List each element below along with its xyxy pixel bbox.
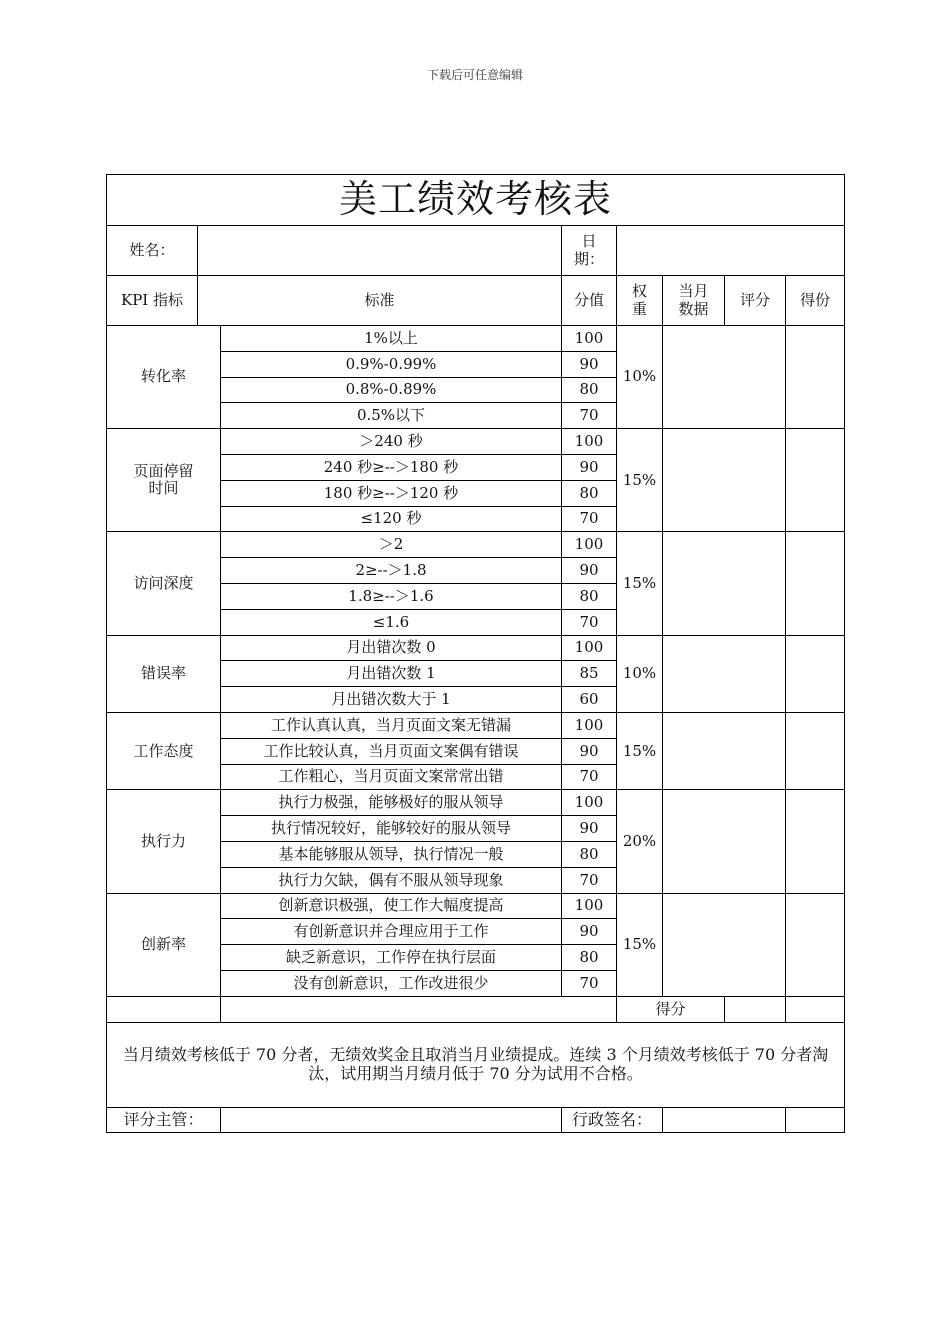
score-cell: 80	[562, 377, 617, 403]
score-cell: 70	[562, 403, 617, 429]
standard-cell: 工作粗心，当月页面文案常常出错	[221, 764, 562, 790]
score-cell: 90	[562, 919, 617, 945]
kpi-name: 页面停留 时间	[107, 429, 221, 532]
table-row	[107, 326, 845, 352]
col-header-weight: 权 重	[617, 276, 663, 326]
standard-cell: 执行力欠缺，偶有不服从领导现象	[221, 867, 562, 893]
standard-cell: 240 秒≥--＞180 秒	[221, 454, 562, 480]
supervisor-signature-field[interactable]	[221, 1107, 562, 1132]
standard-cell: 月出错次数 0	[221, 635, 562, 661]
date-label: 日 期：	[562, 226, 617, 276]
standard-cell: ≤1.6	[221, 609, 562, 635]
score-cell: 100	[562, 893, 617, 919]
kpi-name: 访问深度	[107, 532, 221, 635]
standard-cell: 工作比较认真，当月页面文案偶有错误	[221, 738, 562, 764]
col-header-score: 分值	[562, 276, 617, 326]
admin-signature-label: 行政签名：	[562, 1107, 663, 1132]
score-cell: 100	[562, 635, 617, 661]
score-cell: 90	[562, 816, 617, 842]
monthly-data-cell[interactable]	[663, 712, 786, 789]
total-blank	[107, 996, 221, 1022]
kpi-name: 创新率	[107, 893, 221, 996]
table-row	[107, 712, 845, 738]
weight-cell: 15%	[617, 532, 663, 635]
name-field[interactable]	[198, 226, 562, 276]
rating-cell[interactable]	[786, 790, 845, 893]
standard-cell: 月出错次数大于 1	[221, 687, 562, 713]
score-cell: 90	[562, 351, 617, 377]
standard-cell: 没有创新意识，工作改进很少	[221, 970, 562, 996]
date-field[interactable]	[617, 226, 845, 276]
score-cell: 100	[562, 712, 617, 738]
weight-cell: 15%	[617, 893, 663, 996]
weight-cell: 10%	[617, 635, 663, 712]
score-cell: 90	[562, 738, 617, 764]
monthly-data-cell[interactable]	[663, 532, 786, 635]
score-cell: 100	[562, 326, 617, 352]
rating-cell[interactable]	[786, 893, 845, 996]
standard-cell: 0.8%-0.89%	[221, 377, 562, 403]
score-cell: 70	[562, 867, 617, 893]
standard-cell: 创新意识极强，使工作大幅度提高	[221, 893, 562, 919]
table-row	[107, 532, 845, 558]
col-header-standard: 标准	[198, 276, 562, 326]
standard-cell: ≤120 秒	[221, 506, 562, 532]
rating-cell[interactable]	[786, 326, 845, 429]
header-note: 下载后可任意编辑	[426, 68, 523, 82]
table-row	[107, 893, 845, 919]
col-header-kpi: KPI 指标	[107, 276, 198, 326]
standard-cell: 有创新意识并合理应用于工作	[221, 919, 562, 945]
standard-cell: 执行情况较好，能够较好的服从领导	[221, 816, 562, 842]
score-cell: 85	[562, 661, 617, 687]
col-header-monthly-data: 当月 数据	[663, 276, 725, 326]
score-cell: 90	[562, 454, 617, 480]
admin-signature-field[interactable]	[663, 1107, 786, 1132]
score-cell: 70	[562, 506, 617, 532]
monthly-data-cell[interactable]	[663, 893, 786, 996]
col-header-rating: 评分	[725, 276, 786, 326]
score-cell: 100	[562, 429, 617, 455]
weight-cell: 20%	[617, 790, 663, 893]
standard-cell: 0.5%以下	[221, 403, 562, 429]
score-cell: 100	[562, 790, 617, 816]
kpi-name: 执行力	[107, 790, 221, 893]
monthly-data-cell[interactable]	[663, 635, 786, 712]
weight-cell: 15%	[617, 429, 663, 532]
standard-cell: 缺乏新意识，工作停在执行层面	[221, 945, 562, 971]
supervisor-label: 评分主管：	[107, 1107, 221, 1132]
note-text: 当月绩效考核低于 70 分者，无绩效奖金且取消当月业绩提成。连续 3 个月绩效考核低于 70 分者淘汰，试用期当月绩月低于 70 分为试用不合格。	[107, 1022, 845, 1107]
kpi-name: 错误率	[107, 635, 221, 712]
monthly-data-cell[interactable]	[663, 429, 786, 532]
kpi-name: 转化率	[107, 326, 221, 429]
monthly-data-cell[interactable]	[663, 790, 786, 893]
sign-extra-cell	[786, 1107, 845, 1132]
rating-cell[interactable]	[786, 532, 845, 635]
score-cell: 80	[562, 583, 617, 609]
standard-cell: 0.9%-0.99%	[221, 351, 562, 377]
score-cell: 80	[562, 841, 617, 867]
score-cell: 60	[562, 687, 617, 713]
page-title: 美工绩效考核表	[107, 175, 845, 226]
score-cell: 80	[562, 480, 617, 506]
score-cell: 70	[562, 764, 617, 790]
standard-cell: 基本能够服从领导，执行情况一般	[221, 841, 562, 867]
standard-cell: ＞240 秒	[221, 429, 562, 455]
table-row	[107, 635, 845, 661]
total-blank	[221, 996, 617, 1022]
total-label: 得分	[617, 996, 725, 1022]
standard-cell: ＞2	[221, 532, 562, 558]
standard-cell: 1%以上	[221, 326, 562, 352]
weight-cell: 15%	[617, 712, 663, 789]
standard-cell: 1.8≥--＞1.6	[221, 583, 562, 609]
standard-cell: 180 秒≥--＞120 秒	[221, 480, 562, 506]
monthly-data-cell[interactable]	[663, 326, 786, 429]
table-row	[107, 790, 845, 816]
score-cell: 90	[562, 558, 617, 584]
weight-cell: 10%	[617, 326, 663, 429]
col-header-points: 得份	[786, 276, 845, 326]
score-cell: 80	[562, 945, 617, 971]
total-points-cell[interactable]	[786, 996, 845, 1022]
table-row	[107, 429, 845, 455]
kpi-name: 工作态度	[107, 712, 221, 789]
kpi-table	[106, 174, 845, 1133]
rating-cell[interactable]	[786, 635, 845, 712]
standard-cell: 工作认真认真，当月页面文案无错漏	[221, 712, 562, 738]
total-rating-cell[interactable]	[725, 996, 786, 1022]
score-cell: 70	[562, 609, 617, 635]
rating-cell[interactable]	[786, 712, 845, 789]
score-cell: 100	[562, 532, 617, 558]
rating-cell[interactable]	[786, 429, 845, 532]
name-label: 姓名：	[107, 226, 198, 276]
standard-cell: 执行力极强，能够极好的服从领导	[221, 790, 562, 816]
standard-cell: 2≥--＞1.8	[221, 558, 562, 584]
score-cell: 70	[562, 970, 617, 996]
standard-cell: 月出错次数 1	[221, 661, 562, 687]
